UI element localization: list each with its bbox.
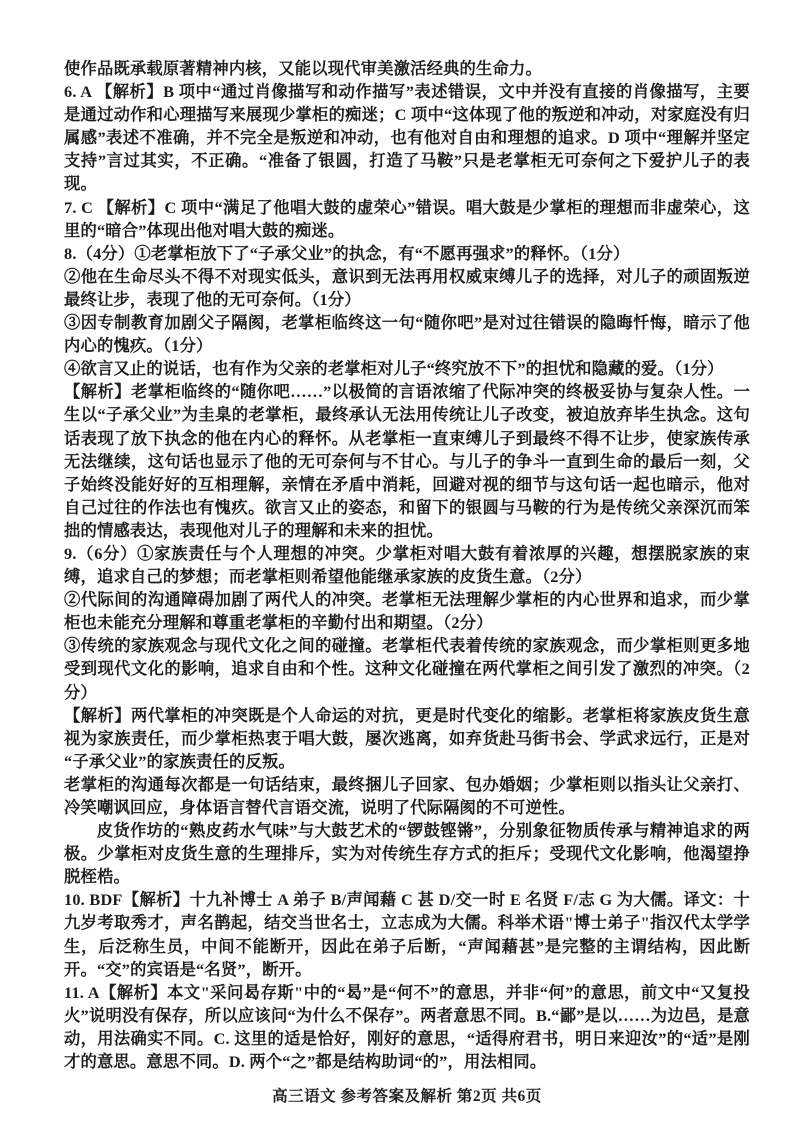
answer-body [64, 57, 750, 1073]
paragraph-continuation: 使作品既承载原著精神内核，又能以现代审美激活经典的生命力。 [64, 59, 542, 78]
answer-8-point-3: ③因专制教育加剧父子隔阂，老掌柜临终这一句“随你吧”是对过往错误的隐晦忏悔，暗示了他内心的愧疚。（1分） [64, 313, 750, 356]
answer-8-point-1: 8.（4分）①老掌柜放下了“子承父业”的执念，有“不愿再强求”的释怀。（1分） [64, 243, 630, 263]
answer-9-analysis-1: 【解析】两代掌柜的冲突既是个人命运的对抗，更是时代变化的缩影。老掌柜将家族皮货生意视为家族责任，而少掌柜热衷于唱大鼓，屡次逃离，如弃货赴马街书会、学武求远行，正是对“子承父业”的家族责任的反叛。 [64, 705, 750, 771]
answer-9-analysis-2: 老掌柜的沟通每次都是一句话结束，最终捆儿子回家、包办婚姻；少掌柜则以指头让父亲打、冷笑嘲讽回应，身体语言替代言语交流，说明了代际隔阂的不可逆性。 [64, 774, 750, 817]
answer-8-point-2: ②他在生命尽头不得不对现实低头，意识到无法再用权威束缚儿子的选择，对儿子的顽固叛逆最终让步，表现了他的无可奈何。（1分） [64, 266, 750, 309]
answer-10: 10. BDF【解析】十九补博士 A 弟子 B/声闻藉 C 甚 D/交一时 E 名贤 F/志 G 为大儒。译文：十九岁考取秀才，声名鹊起，结交当世名士，立志成为大儒。科举术语"博士弟子"指汉代太学学生，后泛称生员，中间不能断开，因此在弟子后断，“声闻藉甚”是完整的主谓结构，因此断开。“交”的宾语是“名贤”，断开。 [64, 890, 750, 979]
answer-9-point-3: ③传统的家族观念与现代文化之间的碰撞。老掌柜代表着传统的家族观念，而少掌柜则更多地受到现代文化的影响，追求自由和个性。这种文化碰撞在两代掌柜之间引发了激烈的冲突。（2分） [64, 636, 750, 702]
answer-9-point-2: ②代际间的沟通障碍加剧了两代人的冲突。老掌柜无法理解少掌柜的内心世界和追求，而少掌柜也未能充分理解和尊重老掌柜的辛勤付出和期望。（2分） [64, 590, 750, 633]
answer-8-analysis: 【解析】老掌柜临终的“随你吧……”以极简的言语浓缩了代际冲突的终极妥协与复杂人性。一生以“子承父业”为圭臬的老掌柜，最终承认无法用传统让儿子改变，被迫放弃毕生执念。这句话表现了放下执念的他在内心的释怀。从老掌柜一直束缚儿子到最终不得不让步，使家族传承无法继续，这句话也显示了他的无可奈何与不甘心。与儿子的争斗一直到生命的最后一刻，父子始终没能好好的互相理解，亲情在矛盾中消耗，回避对视的细节与这句话一起也暗示，他对自己过往的作法也有愧疚。欲言又止的姿态，和留下的银圆与马鞍的行为是传统父亲深沉而笨拙的情感表达，表现他对儿子的理解和未来的担忧。 [64, 382, 750, 540]
answer-9-analysis-3: 皮货作坊的“熟皮药水气味”与大鼓艺术的“锣鼓铿锵”，分别象征物质传承与精神追求的两极。少掌柜对皮货生意的生理排斥，实为对传统生存方式的拒斥；受现代文化影响，他渴望挣脱桎梏。 [64, 821, 750, 887]
answer-7: 7. C 【解析】C 项中“满足了他唱大鼓的虚荣心”错误。唱大鼓是少掌柜的理想而非虚荣心，这里的“暗合”体现出他对唱大鼓的痴迷。 [64, 197, 750, 240]
answer-9-point-1: 9.（6分）①家族责任与个人理想的冲突。少掌柜对唱大鼓有着浓厚的兴趣，想摆脱家族的束缚，追求自己的梦想；而老掌柜则希望他能继承家族的皮货生意。（2分） [64, 543, 750, 587]
answer-11: 11. A【解析】本文"采问曷存斯"中的“曷”是“何不”的意思，并非“何”的意思，前文中“又复投火”说明没有保存，所以应该问“为什么不保存”。两者意思不同。B.“鄙”是以……为边邑，是意动，用法确实不同。C. 这里的适是恰好，刚好的意思，“适得府君书，明日来迎汝”的“适”是刚才的意思。意思不同。D. 两个“之”都是结构助词“的”，用法相同。 [64, 982, 750, 1072]
answer-8-point-4: ④欲言又止的说话，也有作为父亲的老掌柜对儿子“终究放不下”的担忧和隐藏的爱。（1分） [64, 359, 724, 379]
page-footer: 高三语文 参考答案及解析 第2页 共6页 [272, 1088, 542, 1106]
answer-6: 6. A 【解析】B 项中“通过肖像描写和动作描写”表述错误，文中并没有直接的肖像描写，主要是通过动作和心理描写来展现少掌柜的痴迷；C 项中“这体现了他的叛逆和冲动，对家庭没有归属感”表述不准确，并不完全是叛逆和冲动，也有他对自由和理想的追求。D 项中“理解并坚定支持”言过其实，不正确。“准备了银圆，打造了马鞍”只是老掌柜无可奈何之下爱护儿子的表现。 [64, 82, 750, 194]
